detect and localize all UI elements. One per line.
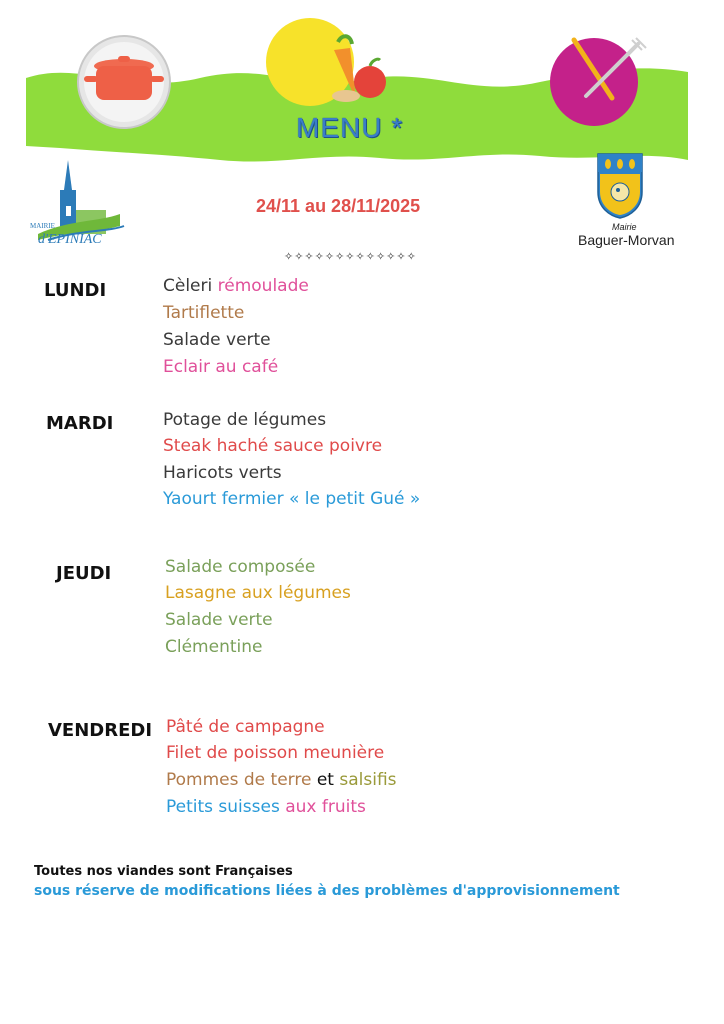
lundi-dish-1-part-b: rémoulade <box>217 276 309 296</box>
jeudi-dish-2: Lasagne aux légumes <box>165 583 351 603</box>
baguer-mairie-label: Mairie <box>612 222 637 232</box>
jeudi-dish-1: Salade composée <box>165 557 316 577</box>
lundi-dish-1-part-a: Cèleri <box>163 276 218 296</box>
day-lundi: LUNDI <box>44 280 107 301</box>
baguer-morvan-crest-icon <box>596 152 644 220</box>
vendredi-dish-4-part-a: Petits suisses <box>166 797 286 817</box>
vendredi-dish-3 <box>166 770 397 790</box>
lundi-dish-3: Salade verte <box>163 330 271 350</box>
date-range: 24/11 au 28/11/2025 <box>256 196 421 216</box>
mardi-dish-3: Haricots verts <box>163 463 282 483</box>
vendredi-dish-3-part-c: salsifis <box>339 770 397 790</box>
vendredi-dish-3-part-a: Pommes de terre <box>166 770 312 790</box>
day-mardi: MARDI <box>46 413 114 434</box>
header-banner <box>0 0 724 170</box>
vendredi-dish-2: Filet de poisson meunière <box>166 743 385 763</box>
menu-title: MENU * <box>296 112 404 143</box>
footer-meat-origin: Toutes nos viandes sont Françaises <box>34 864 293 879</box>
footer-disclaimer: sous réserve de modifications liées à des problèmes d'approvisionnement <box>34 883 620 899</box>
lundi-dish-4: Eclair au café <box>163 357 279 377</box>
jeudi-dish-3: Salade verte <box>165 610 273 630</box>
epiniac-mairie-label: MAIRIE <box>30 222 55 230</box>
lundi-dish-1 <box>163 276 309 296</box>
vendredi-dish-4 <box>166 797 366 817</box>
jeudi-dish-4: Clémentine <box>165 637 263 657</box>
mardi-dish-4: Yaourt fermier « le petit Gué » <box>163 489 421 509</box>
day-jeudi: JEUDI <box>56 563 112 584</box>
mardi-dish-1: Potage de légumes <box>163 410 327 430</box>
vegetables-icon <box>266 18 386 106</box>
cooking-pot-icon <box>78 36 170 128</box>
mardi-dish-2: Steak haché sauce poivre <box>163 436 383 456</box>
lundi-dish-2: Tartiflette <box>163 303 245 323</box>
day-vendredi: VENDREDI <box>48 720 153 741</box>
vendredi-dish-1: Pâté de campagne <box>166 717 325 737</box>
vendredi-dish-4-part-b: aux fruits <box>285 797 366 817</box>
vendredi-dish-3-part-b: et <box>311 770 340 790</box>
diamond-separator: ✧✧✧✧✧✧✧✧✧✧✧✧✧ <box>284 250 417 263</box>
epiniac-name: d'EPINIAC <box>38 232 102 247</box>
baguer-morvan-name: Baguer-Morvan <box>578 232 675 248</box>
